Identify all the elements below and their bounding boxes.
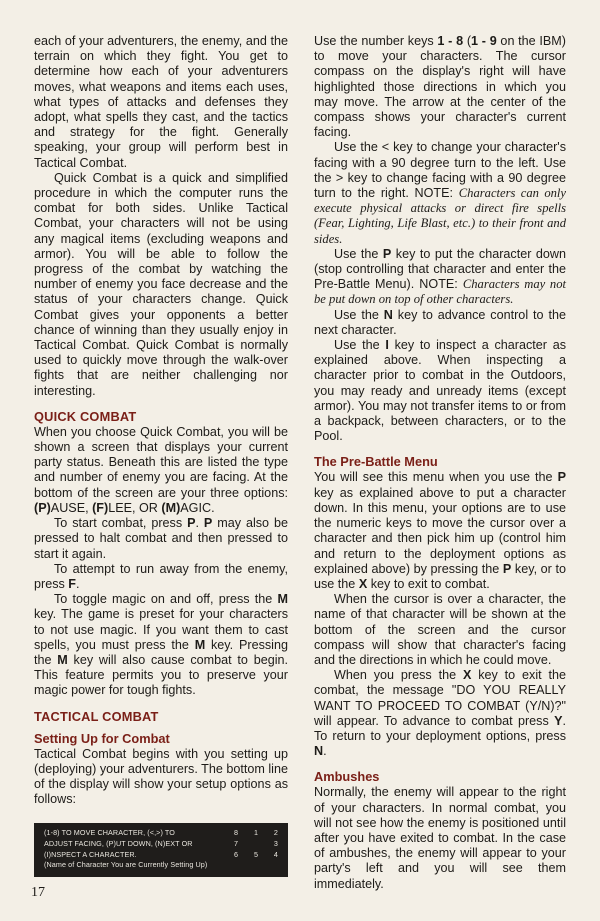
ambushes-paragraph: Normally, the enemy will appear to the right of your characters. In normal combat, you will not see how the enemy is positioned until after you have exited to combat. In the case of ambushes, the enemy will appear to your party's left and you will see them immediately. <box>314 785 566 891</box>
tactical-combat-heading: TACTICAL COMBAT <box>34 708 159 724</box>
exit-combat-paragraph: When you press the X key to exit the combat, the message "DO YOU REALLY WANT TO PROCEED TO COMBAT (Y/N)?" will appear. To advance to combat press Y. To return to your deployment options, press N. <box>314 668 566 759</box>
cursor-over-character-paragraph: When the cursor is over a character, the name of that character will be shown at the bottom of the screen and the cursor compass will show that character's facing and the directions in which he could move. <box>314 592 566 667</box>
left-column <box>34 34 288 877</box>
quick-combat-options-paragraph: When you choose Quick Combat, you will be shown a screen that displays your current party status. Beneath this are listed the type and number of enemy you are facing. At the bottom of the screen are your three options: (P)AUSE, (F)LEE, OR (M)AGIC. <box>34 424 288 515</box>
intro-paragraph: each of your adventurers, the enemy, and the terrain on which they fight. You get to determine how each of your adventurers moves, what weapons and items each uses, what types of attacks and defenses they adopt, what spells they cast, and the tactics and strategy for the fight. Generally speaking, your group will perform best in Tactical Combat. <box>34 34 288 170</box>
setting-up-paragraph: Tactical Combat begins with you setting up (deploying) your adventurers. The bottom line of the display will show your setup options as follows: <box>34 746 288 807</box>
ambushes-heading: Ambushes <box>314 769 380 785</box>
screen-line: (I)NSPECT A CHARACTER. 6 5 4 <box>44 849 278 859</box>
screen-line: ADJUST FACING, (P)UT DOWN, (N)EXT OR 7 3 <box>44 838 278 848</box>
screen-line: (1-8) TO MOVE CHARACTER, (<,>) TO 8 1 2 <box>44 828 278 838</box>
setting-up-heading: Setting Up for Combat <box>34 730 170 746</box>
quick-combat-heading: QUICK COMBAT <box>34 408 137 424</box>
put-down-paragraph: Use the P key to put the character down (stop controlling that character and enter the Pre-Battle Menu). NOTE: Characters may not be put down on top of other characters. <box>314 246 567 307</box>
pre-battle-paragraph: You will see this menu when you use the P key as explained above to put a character down. In this menu, your options are to use the numeric keys to move the cursor over a character and then pick him up (control him and return to the deployment options as explained above) by pressing the P key, or to use the X key to exit to combat. <box>314 470 566 591</box>
number-keys-paragraph: Use the number keys 1 - 8 (1 - 9 on the IBM) to move your characters. The cursor compass on the display's right will have highlighted those directions in which you may move. The arrow at the center of the compass shows your character's current facing. <box>314 34 566 140</box>
right-column <box>314 34 566 892</box>
compass-row: 7 3 <box>234 838 278 848</box>
setup-options-screen <box>34 823 288 876</box>
flee-key: (F) <box>92 500 109 515</box>
quick-combat-overview-paragraph: Quick Combat is a quick and simplified procedure in which the computer runs the combat for both sides. Unlike Tactical Combat, your characters will not be using any magical items (excluding weapons and armor). You will be able to follow the progress of the combat by watching the number of enemy you face decrease and the status of your characters change. Quick Combat gives your opponents a better chance of winning than they usually enjoy in Tactical Combat. Quick Combat is normally used to quickly move through the walk-over fights that are neither challenging nor interesting. <box>34 170 288 398</box>
pre-battle-menu-heading: The Pre-Battle Menu <box>314 454 438 470</box>
screen-line: (Name of Character You are Currently Setting Up) <box>44 860 208 870</box>
page-number: 17 <box>31 885 45 900</box>
compass-row: 6 5 4 <box>234 849 278 859</box>
compass-row: 8 1 2 <box>234 828 278 838</box>
toggle-magic-paragraph: To toggle magic on and off, press the M key. The game is preset for your characters to not use magic. If you want them to cast spells, you must press the M key. Pressing the M key will also cause combat to begin. This feature permits you to preserve your magic power for tough fights. <box>34 592 289 698</box>
magic-key: (M) <box>161 500 181 515</box>
next-key-paragraph: Use the N key to advance control to the next character. <box>314 307 566 337</box>
facing-keys-paragraph: Use the < key to change your character's facing with a 90 degree turn to the left. Use the > key to change facing with a 90 degree turn to the right. NOTE: Characters can only execute physical attacks or direct fire spells (Fear, Lighting, Life Blast, etc.) to their front and sides. <box>314 140 567 246</box>
start-combat-paragraph: To start combat, press P. P may also be pressed to halt combat and then pressed to start it again. <box>34 516 288 561</box>
flee-paragraph: To attempt to run away from the enemy, press F. <box>34 561 288 591</box>
pause-key: (P) <box>34 500 51 515</box>
inspect-key-paragraph: Use the I key to inspect a character as explained above. When inspecting a character prior to combat in the Outdoors, you may ready and unready items (except armor). You may not transfer items to or from a backpack, between characters, or to the Pool. <box>314 338 566 444</box>
